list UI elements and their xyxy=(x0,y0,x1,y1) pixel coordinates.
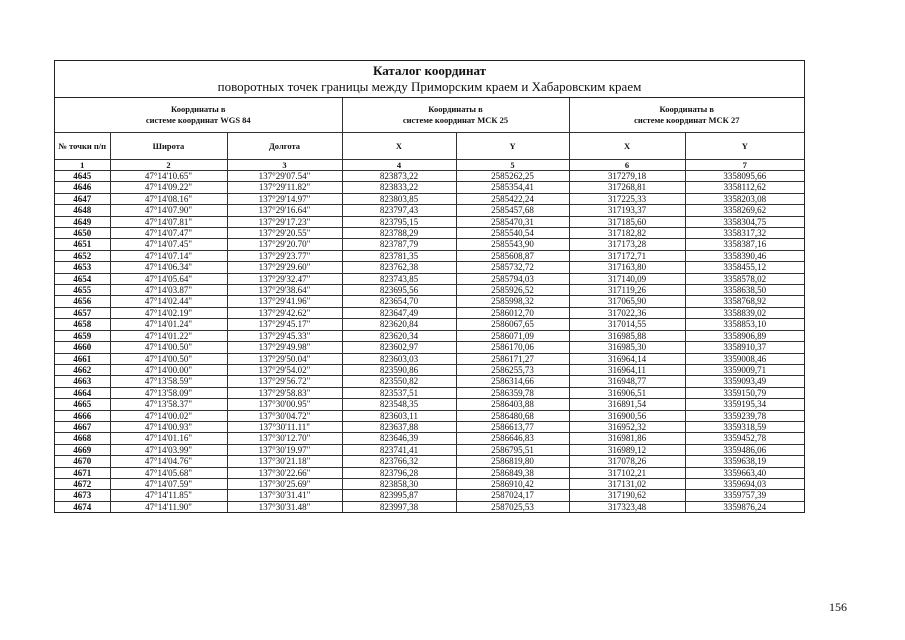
coordinate-cell: 3358578,02 xyxy=(685,273,804,284)
coordinate-cell: 3359239,78 xyxy=(685,410,804,421)
coordinate-cell: 2586359,78 xyxy=(456,387,569,398)
coordinate-cell: 137°30'31.41" xyxy=(227,490,342,501)
coordinate-cell: 823548,35 xyxy=(342,399,456,410)
coordinate-cell: 137°30'31.48" xyxy=(227,501,342,512)
column-header: Y xyxy=(456,133,569,160)
coordinate-cell: 823537,51 xyxy=(342,387,456,398)
coordinate-cell: 137°29'54.02" xyxy=(227,364,342,375)
coordinate-cell: 47°14'08.16" xyxy=(110,193,227,204)
coordinate-cell: 137°29'14.97" xyxy=(227,193,342,204)
table-row xyxy=(55,228,804,239)
table-row xyxy=(55,501,804,512)
table-row xyxy=(55,205,804,216)
coordinate-cell: 2585354,41 xyxy=(456,182,569,193)
coordinate-cell: 3358853,10 xyxy=(685,319,804,330)
coordinate-cell: 137°29'17.23" xyxy=(227,216,342,227)
coordinate-cell: 2586819,80 xyxy=(456,456,569,467)
coordinate-cell: 137°29'42.62" xyxy=(227,307,342,318)
coordinate-cell: 137°30'25.69" xyxy=(227,478,342,489)
coordinate-cell: 47°14'07.45" xyxy=(110,239,227,250)
column-header: Широта xyxy=(110,133,227,160)
table-row xyxy=(55,342,804,353)
table-row xyxy=(55,467,804,478)
coordinate-cell: 2586795,51 xyxy=(456,444,569,455)
coordinate-cell: 3358203,08 xyxy=(685,193,804,204)
coordinate-cell: 3359876,24 xyxy=(685,501,804,512)
coordinate-cell: 3359694,03 xyxy=(685,478,804,489)
coordinate-cell: 2585262,25 xyxy=(456,171,569,182)
coordinate-cell: 3359008,46 xyxy=(685,353,804,364)
coordinate-cell: 137°30'00.95" xyxy=(227,399,342,410)
point-number-cell: 4670 xyxy=(55,456,110,467)
coordinate-cell: 47°14'07.81" xyxy=(110,216,227,227)
coordinate-cell: 317193,37 xyxy=(569,205,685,216)
page-number: 156 xyxy=(829,600,847,614)
table-row xyxy=(55,193,804,204)
coordinate-cell: 3358317,32 xyxy=(685,228,804,239)
coordinate-cell: 137°30'21.18" xyxy=(227,456,342,467)
coordinate-cell: 137°30'11.11" xyxy=(227,421,342,432)
table-body xyxy=(55,171,804,513)
coordinate-cell: 823997,38 xyxy=(342,501,456,512)
coordinate-cell: 823654,70 xyxy=(342,296,456,307)
column-number: 4 xyxy=(342,160,456,171)
coordinate-cell: 2585543,90 xyxy=(456,239,569,250)
table-row xyxy=(55,239,804,250)
coordinate-cell: 823795,15 xyxy=(342,216,456,227)
coordinate-cell: 823788,29 xyxy=(342,228,456,239)
coordinate-cell: 823787,79 xyxy=(342,239,456,250)
table-row xyxy=(55,364,804,375)
coordinate-cell: 137°29'32.47" xyxy=(227,273,342,284)
coordinate-cell: 823647,49 xyxy=(342,307,456,318)
coordinate-cell: 137°29'45.33" xyxy=(227,330,342,341)
column-number: 7 xyxy=(685,160,804,171)
coordinate-cell: 317131,02 xyxy=(569,478,685,489)
coordinate-cell: 47°14'09.22" xyxy=(110,182,227,193)
coordinate-cell: 137°29'20.55" xyxy=(227,228,342,239)
coordinate-cell: 2587025,53 xyxy=(456,501,569,512)
coordinate-cell: 2585732,72 xyxy=(456,262,569,273)
coordinate-cell: 47°14'06.34" xyxy=(110,262,227,273)
coordinate-cell: 2586170,06 xyxy=(456,342,569,353)
group-header-msk27: Координаты в системе координат МСК 27 xyxy=(569,98,804,133)
coordinate-cell: 823646,39 xyxy=(342,433,456,444)
coordinate-cell: 3358095,66 xyxy=(685,171,804,182)
column-number: 2 xyxy=(110,160,227,171)
point-number-cell: 4669 xyxy=(55,444,110,455)
column-number: 5 xyxy=(456,160,569,171)
point-number-cell: 4671 xyxy=(55,467,110,478)
coordinate-cell: 137°29'49.98" xyxy=(227,342,342,353)
coordinate-cell: 3358768,92 xyxy=(685,296,804,307)
table-row xyxy=(55,273,804,284)
coordinate-cell: 317182,82 xyxy=(569,228,685,239)
coordinate-cell: 3359195,34 xyxy=(685,399,804,410)
coordinate-cell: 47°14'05.64" xyxy=(110,273,227,284)
coordinate-cell: 823695,56 xyxy=(342,285,456,296)
coordinate-cell: 3359150,79 xyxy=(685,387,804,398)
coordinate-cell: 137°30'04.72" xyxy=(227,410,342,421)
coordinate-cell: 317022,36 xyxy=(569,307,685,318)
coordinate-cell: 3359093,49 xyxy=(685,376,804,387)
group-header-wgs84: Координаты в системе координат WGS 84 xyxy=(55,98,342,133)
coordinate-cell: 317014,55 xyxy=(569,319,685,330)
group-header-row xyxy=(55,98,804,133)
coordinate-cell: 137°29'56.72" xyxy=(227,376,342,387)
point-number-cell: 4656 xyxy=(55,296,110,307)
coordinate-cell: 137°29'41.96" xyxy=(227,296,342,307)
coordinate-cell: 47°14'07.59" xyxy=(110,478,227,489)
coordinate-cell: 823858,30 xyxy=(342,478,456,489)
coordinate-cell: 47°14'07.14" xyxy=(110,250,227,261)
coordinate-cell: 3359009,71 xyxy=(685,364,804,375)
coordinate-cell: 47°14'07.47" xyxy=(110,228,227,239)
coordinate-cell: 2586171,27 xyxy=(456,353,569,364)
coordinate-cell: 317065,90 xyxy=(569,296,685,307)
table-row xyxy=(55,319,804,330)
coordinate-cell: 823741,41 xyxy=(342,444,456,455)
point-number-cell: 4646 xyxy=(55,182,110,193)
coordinate-cell: 137°29'38.64" xyxy=(227,285,342,296)
coordinate-cell: 823550,82 xyxy=(342,376,456,387)
coordinate-cell: 823796,28 xyxy=(342,467,456,478)
point-number-cell: 4653 xyxy=(55,262,110,273)
table-row xyxy=(55,250,804,261)
coordinate-cell: 137°29'45.17" xyxy=(227,319,342,330)
coordinate-cell: 3359663,40 xyxy=(685,467,804,478)
coordinate-cell: 317163,80 xyxy=(569,262,685,273)
coordinate-cell: 47°13'58.37" xyxy=(110,399,227,410)
column-number-row xyxy=(55,160,804,171)
catalog-subtitle: поворотных точек границы между Приморским краем и Хабаровским краем xyxy=(217,79,642,94)
coordinate-cell: 47°14'10.65" xyxy=(110,171,227,182)
point-number-cell: 4654 xyxy=(55,273,110,284)
coordinate-cell: 317323,48 xyxy=(569,501,685,512)
table-row xyxy=(55,216,804,227)
coordinate-cell: 47°13'58.09" xyxy=(110,387,227,398)
coordinate-cell: 3358839,02 xyxy=(685,307,804,318)
coordinate-cell: 137°29'07.54" xyxy=(227,171,342,182)
column-header: Долгота xyxy=(227,133,342,160)
coordinate-cell: 47°14'03.99" xyxy=(110,444,227,455)
coordinate-cell: 137°30'19.97" xyxy=(227,444,342,455)
coordinate-cell: 317173,28 xyxy=(569,239,685,250)
point-number-cell: 4647 xyxy=(55,193,110,204)
coordinate-cell: 47°14'04.76" xyxy=(110,456,227,467)
coordinate-cell: 47°14'02.44" xyxy=(110,296,227,307)
coordinate-cell: 2585470,31 xyxy=(456,216,569,227)
coordinate-cell: 2585998,32 xyxy=(456,296,569,307)
coordinate-cell: 47°14'07.90" xyxy=(110,205,227,216)
coordinate-cell: 317225,33 xyxy=(569,193,685,204)
coordinate-cell: 3359638,19 xyxy=(685,456,804,467)
column-number: 1 xyxy=(55,160,110,171)
coordinate-cell: 823620,84 xyxy=(342,319,456,330)
coordinate-cell: 47°14'00.02" xyxy=(110,410,227,421)
coordinate-cell: 316891,54 xyxy=(569,399,685,410)
coordinate-cell: 2585457,68 xyxy=(456,205,569,216)
table-row xyxy=(55,171,804,182)
column-number: 3 xyxy=(227,160,342,171)
coordinate-cell: 2585794,03 xyxy=(456,273,569,284)
coordinate-cell: 3359486,06 xyxy=(685,444,804,455)
coordinate-cell: 47°14'00.50" xyxy=(110,342,227,353)
point-number-cell: 4660 xyxy=(55,342,110,353)
coordinate-cell: 3359318,59 xyxy=(685,421,804,432)
coordinate-cell: 316989,12 xyxy=(569,444,685,455)
coordinate-cell: 2586646,83 xyxy=(456,433,569,444)
coordinate-cell: 47°14'11.90" xyxy=(110,501,227,512)
coordinate-cell: 2586255,73 xyxy=(456,364,569,375)
title-block xyxy=(55,61,804,98)
coordinate-cell: 823637,88 xyxy=(342,421,456,432)
coordinates-table xyxy=(55,98,804,512)
coordinate-cell: 2585926,52 xyxy=(456,285,569,296)
coordinate-cell: 3358390,46 xyxy=(685,250,804,261)
coordinate-cell: 137°29'29.60" xyxy=(227,262,342,273)
table-row xyxy=(55,399,804,410)
point-number-cell: 4666 xyxy=(55,410,110,421)
point-number-cell: 4674 xyxy=(55,501,110,512)
coordinate-cell: 823995,87 xyxy=(342,490,456,501)
coordinate-cell: 316952,32 xyxy=(569,421,685,432)
coordinate-cell: 3358112,62 xyxy=(685,182,804,193)
coordinate-cell: 317172,71 xyxy=(569,250,685,261)
point-number-cell: 4661 xyxy=(55,353,110,364)
coordinate-cell: 823833,22 xyxy=(342,182,456,193)
coordinate-cell: 316948,77 xyxy=(569,376,685,387)
table-row xyxy=(55,182,804,193)
point-number-cell: 4672 xyxy=(55,478,110,489)
coordinate-cell: 2586012,70 xyxy=(456,307,569,318)
coordinate-catalog-sheet xyxy=(54,60,805,513)
coordinate-cell: 2585608,87 xyxy=(456,250,569,261)
coordinate-cell: 47°14'03.87" xyxy=(110,285,227,296)
coordinate-cell: 137°30'22.66" xyxy=(227,467,342,478)
column-header: Y xyxy=(685,133,804,160)
coordinate-cell: 3358906,89 xyxy=(685,330,804,341)
coordinate-cell: 47°14'01.24" xyxy=(110,319,227,330)
catalog-title: Каталог координат xyxy=(372,63,486,78)
coordinate-cell: 47°14'01.16" xyxy=(110,433,227,444)
coordinate-cell: 2587024,17 xyxy=(456,490,569,501)
point-number-cell: 4657 xyxy=(55,307,110,318)
table-row xyxy=(55,307,804,318)
coordinate-cell: 823743,85 xyxy=(342,273,456,284)
coordinate-cell: 2586071,09 xyxy=(456,330,569,341)
column-header-row xyxy=(55,133,804,160)
coordinate-cell: 823873,22 xyxy=(342,171,456,182)
table-row xyxy=(55,456,804,467)
point-number-cell: 4652 xyxy=(55,250,110,261)
table-row xyxy=(55,421,804,432)
coordinate-cell: 47°14'11.85" xyxy=(110,490,227,501)
coordinate-cell: 47°13'58.59" xyxy=(110,376,227,387)
point-number-cell: 4665 xyxy=(55,399,110,410)
table-row xyxy=(55,296,804,307)
coordinate-cell: 3359757,39 xyxy=(685,490,804,501)
coordinate-cell: 317279,18 xyxy=(569,171,685,182)
coordinate-cell: 2586067,65 xyxy=(456,319,569,330)
point-number-cell: 4673 xyxy=(55,490,110,501)
coordinate-cell: 3358269,62 xyxy=(685,205,804,216)
coordinate-cell: 317119,26 xyxy=(569,285,685,296)
coordinate-cell: 3359452,78 xyxy=(685,433,804,444)
point-number-cell: 4667 xyxy=(55,421,110,432)
coordinate-cell: 3358387,16 xyxy=(685,239,804,250)
table-row xyxy=(55,330,804,341)
coordinate-cell: 316900,56 xyxy=(569,410,685,421)
coordinate-cell: 137°29'11.82" xyxy=(227,182,342,193)
point-number-cell: 4658 xyxy=(55,319,110,330)
table-row xyxy=(55,410,804,421)
coordinate-cell: 823797,43 xyxy=(342,205,456,216)
point-number-cell: 4659 xyxy=(55,330,110,341)
coordinate-cell: 316906,51 xyxy=(569,387,685,398)
coordinate-cell: 823781,35 xyxy=(342,250,456,261)
coordinate-cell: 2586314,66 xyxy=(456,376,569,387)
coordinate-cell: 47°14'02.19" xyxy=(110,307,227,318)
table-row xyxy=(55,353,804,364)
point-number-cell: 4650 xyxy=(55,228,110,239)
coordinate-cell: 47°14'01.22" xyxy=(110,330,227,341)
table-row xyxy=(55,285,804,296)
coordinate-cell: 823620,34 xyxy=(342,330,456,341)
coordinate-cell: 823590,86 xyxy=(342,364,456,375)
point-number-cell: 4664 xyxy=(55,387,110,398)
coordinate-cell: 2586849,38 xyxy=(456,467,569,478)
table-row xyxy=(55,444,804,455)
coordinate-cell: 316985,30 xyxy=(569,342,685,353)
coordinate-cell: 137°29'20.70" xyxy=(227,239,342,250)
coordinate-cell: 823602,97 xyxy=(342,342,456,353)
coordinate-cell: 317078,26 xyxy=(569,456,685,467)
coordinate-cell: 47°14'00.50" xyxy=(110,353,227,364)
coordinate-cell: 823603,11 xyxy=(342,410,456,421)
coordinate-cell: 2586480,68 xyxy=(456,410,569,421)
coordinate-cell: 317140,09 xyxy=(569,273,685,284)
coordinate-cell: 3358638,50 xyxy=(685,285,804,296)
table-row xyxy=(55,376,804,387)
coordinate-cell: 316964,11 xyxy=(569,364,685,375)
coordinate-cell: 317185,60 xyxy=(569,216,685,227)
coordinate-cell: 823603,03 xyxy=(342,353,456,364)
coordinate-cell: 137°29'16.64" xyxy=(227,205,342,216)
point-number-cell: 4651 xyxy=(55,239,110,250)
point-number-cell: 4645 xyxy=(55,171,110,182)
coordinate-cell: 137°29'58.83" xyxy=(227,387,342,398)
point-number-cell: 4649 xyxy=(55,216,110,227)
coordinate-cell: 3358304,75 xyxy=(685,216,804,227)
table-row xyxy=(55,433,804,444)
table-row xyxy=(55,490,804,501)
coordinate-cell: 823766,32 xyxy=(342,456,456,467)
coordinate-cell: 3358455,12 xyxy=(685,262,804,273)
coordinate-cell: 137°29'50.04" xyxy=(227,353,342,364)
coordinate-cell: 317190,62 xyxy=(569,490,685,501)
coordinate-cell: 823762,38 xyxy=(342,262,456,273)
coordinate-cell: 3358910,37 xyxy=(685,342,804,353)
table-row xyxy=(55,387,804,398)
coordinate-cell: 823803,85 xyxy=(342,193,456,204)
column-header: № точки п/п xyxy=(55,133,110,160)
point-number-cell: 4662 xyxy=(55,364,110,375)
coordinate-cell: 317102,21 xyxy=(569,467,685,478)
coordinate-cell: 2586910,42 xyxy=(456,478,569,489)
coordinate-cell: 47°14'00.93" xyxy=(110,421,227,432)
table-row xyxy=(55,262,804,273)
point-number-cell: 4663 xyxy=(55,376,110,387)
point-number-cell: 4648 xyxy=(55,205,110,216)
coordinate-cell: 2585422,24 xyxy=(456,193,569,204)
point-number-cell: 4655 xyxy=(55,285,110,296)
coordinate-cell: 2586403,88 xyxy=(456,399,569,410)
coordinate-cell: 2586613,77 xyxy=(456,421,569,432)
column-header: X xyxy=(342,133,456,160)
group-header-msk25: Координаты в системе координат МСК 25 xyxy=(342,98,569,133)
column-number: 6 xyxy=(569,160,685,171)
coordinate-cell: 2585540,54 xyxy=(456,228,569,239)
coordinate-cell: 137°29'23.77" xyxy=(227,250,342,261)
coordinate-cell: 47°14'05.68" xyxy=(110,467,227,478)
column-header: X xyxy=(569,133,685,160)
coordinate-cell: 137°30'12.70" xyxy=(227,433,342,444)
table-row xyxy=(55,478,804,489)
point-number-cell: 4668 xyxy=(55,433,110,444)
coordinate-cell: 317268,81 xyxy=(569,182,685,193)
coordinate-cell: 47°14'00.00" xyxy=(110,364,227,375)
coordinate-cell: 316964,14 xyxy=(569,353,685,364)
coordinate-cell: 316981,86 xyxy=(569,433,685,444)
coordinate-cell: 316985,88 xyxy=(569,330,685,341)
